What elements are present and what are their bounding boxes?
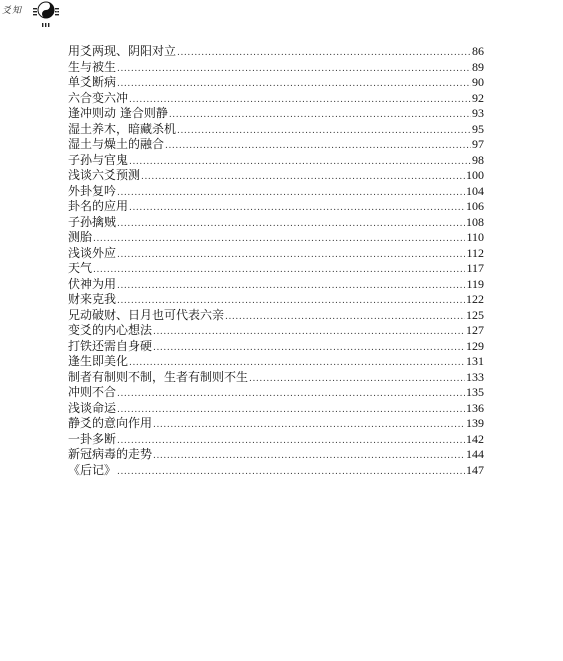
toc-entry[interactable]: [68, 199, 484, 215]
toc-entry-title: 打铁还需自身硬: [68, 338, 153, 353]
toc-entry-title: 逢冲则动 逢合则静: [68, 106, 168, 120]
toc-entry-title: 《后记》: [68, 462, 117, 477]
toc-entry-page-number: 144: [466, 447, 484, 461]
toc-entry-title: 湿土与燥土的融合: [68, 137, 165, 151]
toc-entry-page-number: 110: [466, 230, 484, 244]
toc-entry[interactable]: [68, 277, 484, 293]
toc-entry-title: 财来克我: [68, 292, 117, 306]
toc-entry-page-number: 97: [472, 137, 484, 151]
toc-entry-page-number: 95: [472, 121, 484, 136]
toc-entry-page-number: 122: [466, 292, 484, 306]
toc-dot-leader: [117, 279, 465, 295]
toc-dot-leader: [169, 108, 471, 124]
toc-entry-page-number: 100: [466, 168, 484, 182]
toc-dot-leader: [153, 418, 465, 434]
toc-entry[interactable]: [68, 354, 484, 370]
toc-entry-page-number: 90: [472, 75, 484, 89]
toc-entry[interactable]: [68, 308, 484, 324]
toc-dot-leader: [117, 465, 465, 481]
toc-entry-page-number: 106: [466, 199, 484, 213]
toc-entry-page-number: 108: [466, 214, 484, 229]
toc-dot-leader: [225, 310, 465, 326]
toc-dot-leader: [117, 77, 471, 93]
toc-entry-page-number: 133: [466, 369, 484, 384]
toc-entry-page-number: 142: [466, 431, 484, 446]
toc-entry-page-number: 127: [466, 323, 484, 337]
toc-entry-page-number: 136: [466, 400, 484, 415]
toc-entry[interactable]: [68, 261, 484, 277]
toc-entry[interactable]: [68, 323, 484, 339]
header-text: 爻知: [2, 6, 23, 16]
toc-entry[interactable]: [68, 215, 484, 231]
toc-entry-title: 六合变六冲: [68, 90, 129, 105]
toc-entry-page-number: 104: [466, 183, 484, 198]
toc-dot-leader: [129, 155, 471, 171]
toc-entry-title: 湿土养木，暗藏杀机: [68, 121, 177, 136]
toc-entry-page-number: 119: [466, 276, 484, 291]
toc-entry-page-number: 129: [466, 338, 484, 353]
page-header: [0, 0, 120, 26]
toc-dot-leader: [117, 248, 465, 264]
toc-entry-title: 浅谈六爻预测: [68, 168, 141, 182]
toc-entry[interactable]: [68, 168, 484, 184]
toc-entry[interactable]: [68, 339, 484, 355]
toc-dot-leader: [93, 232, 465, 248]
toc-entry[interactable]: [68, 432, 484, 448]
toc-dot-leader: [117, 62, 471, 78]
toc-entry-title: 外卦复吟: [68, 183, 117, 198]
toc-entry-title: 子孙擒贼: [68, 214, 117, 229]
toc-entry-title: 卦名的应用: [68, 199, 129, 213]
toc-entry-title: 变爻的内心想法: [68, 323, 153, 337]
toc-entry[interactable]: [68, 91, 484, 107]
toc-entry[interactable]: [68, 184, 484, 200]
toc-dot-leader: [117, 434, 465, 450]
toc-entry-title: 浅谈外应: [68, 245, 117, 260]
toc-entry-page-number: 135: [466, 385, 484, 399]
toc-entry[interactable]: [68, 370, 484, 386]
toc-entry-title: 生与被生: [68, 59, 117, 74]
toc-entry-title: 静爻的意向作用: [68, 416, 153, 430]
toc-entry-page-number: 125: [466, 307, 484, 322]
toc-entry[interactable]: [68, 137, 484, 153]
toc-entry-title: 浅谈命运: [68, 400, 117, 415]
toc-entry-title: 新冠病毒的走势: [68, 447, 153, 461]
toc-dot-leader: [117, 186, 465, 202]
toc-entry-page-number: 98: [472, 152, 484, 167]
toc-entry-page-number: 147: [466, 462, 484, 477]
toc-entry-title: 冲则不合: [68, 385, 117, 399]
toc-entry-page-number: 139: [466, 416, 484, 430]
toc-entry[interactable]: [68, 106, 484, 122]
toc-entry[interactable]: [68, 44, 484, 60]
toc-entry-title: 伏神为用: [68, 276, 117, 291]
toc-dot-leader: [117, 217, 465, 233]
toc-entry-page-number: 92: [472, 90, 484, 105]
toc-dot-leader: [141, 170, 465, 186]
toc-entry-page-number: 89: [472, 59, 484, 74]
toc-entry-page-number: 86: [472, 44, 484, 58]
toc-entry[interactable]: [68, 292, 484, 308]
toc-entry-page-number: 112: [466, 245, 484, 260]
toc-dot-leader: [165, 139, 471, 155]
toc-entry[interactable]: [68, 416, 484, 432]
toc-entry-page-number: 117: [466, 261, 484, 275]
toc-dot-leader: [249, 372, 465, 388]
toc-entry[interactable]: [68, 153, 484, 169]
toc-dot-leader: [153, 325, 465, 341]
toc-dot-leader: [153, 341, 465, 357]
toc-entry[interactable]: [68, 60, 484, 76]
toc-dot-leader: [129, 93, 471, 109]
toc-dot-leader: [177, 46, 471, 62]
toc-entry-title: 制者有制则不制，生者有制则不生: [68, 369, 249, 384]
toc-entry[interactable]: [68, 401, 484, 417]
toc-entry-title: 测胎: [68, 230, 93, 244]
toc-entry-title: 逢生即美化: [68, 354, 129, 368]
toc-entry[interactable]: [68, 463, 484, 479]
toc-entry-page-number: 93: [472, 106, 484, 120]
toc-entry-title: 子孙与官鬼: [68, 152, 129, 167]
toc-entry-title: 单爻断病: [68, 75, 117, 89]
toc-entry[interactable]: [68, 122, 484, 138]
toc-dot-leader: [117, 403, 465, 419]
toc-dot-leader: [177, 124, 471, 140]
toc-entry[interactable]: [68, 230, 484, 246]
toc-dot-leader: [153, 449, 465, 465]
taiji-logo-icon: [30, 0, 62, 28]
toc-entry[interactable]: [68, 75, 484, 91]
toc-entry-title: 天气: [68, 261, 93, 275]
toc-entry[interactable]: [68, 385, 484, 401]
toc-entry-title: 兄动破财、日月也可代表六亲: [68, 307, 225, 322]
toc-entry[interactable]: [68, 447, 484, 463]
toc-dot-leader: [117, 387, 465, 403]
toc-entry-page-number: 131: [466, 354, 484, 368]
table-of-contents: [68, 44, 484, 478]
toc-dot-leader: [129, 201, 465, 217]
toc-entry[interactable]: [68, 246, 484, 262]
toc-entry-title: 一卦多断: [68, 431, 117, 446]
toc-entry-title: 用爻两现、阴阳对立: [68, 44, 177, 58]
toc-dot-leader: [93, 263, 465, 279]
